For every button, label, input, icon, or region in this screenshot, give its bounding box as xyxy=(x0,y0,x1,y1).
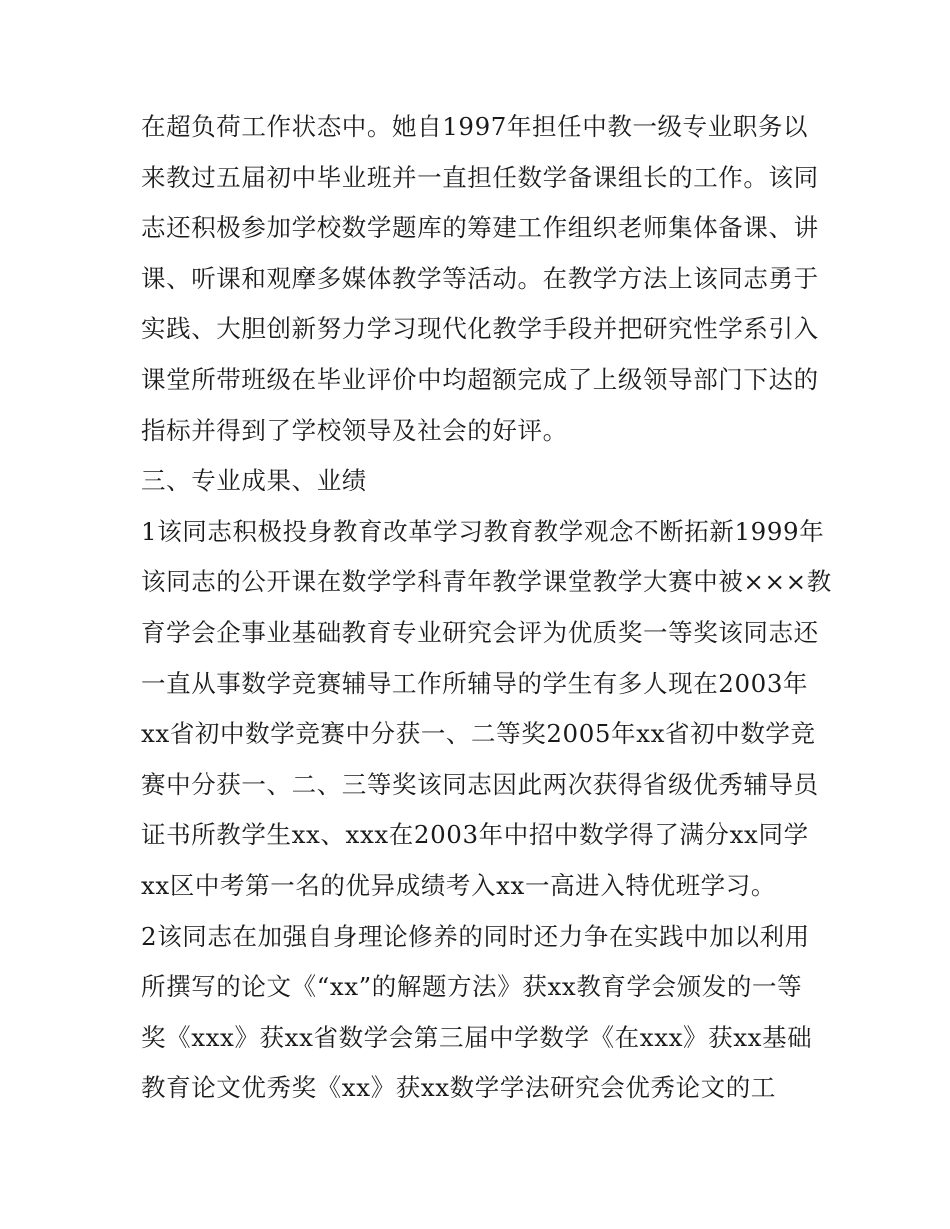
text-line: 赛中分获一、二、三等奖该同志因此两次获得省级优秀辅导员 xyxy=(141,769,819,799)
text-line: 教育论文优秀奖《xx》获xx数学学法研究会优秀论文的工 xyxy=(141,1073,776,1103)
text-line: 一直从事数学竞赛辅导工作所辅导的学生有多人现在2003年 xyxy=(141,668,809,698)
text-line: xx省初中数学竞赛中分获一、二等奖2005年xx省初中数学竞 xyxy=(141,719,816,749)
text-line: 来教过五届初中毕业班并一直担任数学备课组长的工作。该同 xyxy=(141,162,819,192)
text-line: 课、听课和观摩多媒体教学等活动。在教学方法上该同志勇于 xyxy=(141,263,819,293)
text-line: 奖《xxx》获xx省数学会第三届中学数学《在xxx》获xx基础 xyxy=(141,1022,813,1052)
text-line: 育学会企事业基础教育专业研究会评为优质奖一等奖该同志还 xyxy=(141,617,819,647)
body-text xyxy=(141,102,832,1114)
section-heading: 三、专业成果、业绩 xyxy=(141,466,367,496)
text-line: xx区中考第一名的优异成绩考入xx一高进入特优班学习。 xyxy=(141,870,776,900)
text-line: 所撰写的论文《“xx”的解题方法》获xx教育学会颁发的一等 xyxy=(141,972,803,1002)
text-line: 证书所教学生xx、xxx在2003年中招中数学得了满分xx同学 xyxy=(141,820,809,850)
text-line: 课堂所带班级在毕业评价中均超额完成了上级领导部门下达的 xyxy=(141,364,819,394)
text-line: 1该同志积极投身教育改革学习教育教学观念不断拓新1999年 xyxy=(141,516,825,546)
text-line: 实践、大胆创新努力学习现代化教学手段并把研究性学系引入 xyxy=(141,314,819,344)
text-line: 该同志的公开课在数学学科青年教学课堂教学大赛中被×××教 xyxy=(141,567,832,597)
text-line: 志还积极参加学校数学题库的筹建工作组织老师集体备课、讲 xyxy=(141,213,819,243)
text-line: 在超负荷工作状态中。她自1997年担任中教一级专业职务以 xyxy=(141,112,809,141)
text-line: 指标并得到了学校领导及社会的好评。 xyxy=(141,415,568,445)
text-line: 2该同志在加强自身理论修养的同时还力争在实践中加以利用 xyxy=(141,921,810,951)
